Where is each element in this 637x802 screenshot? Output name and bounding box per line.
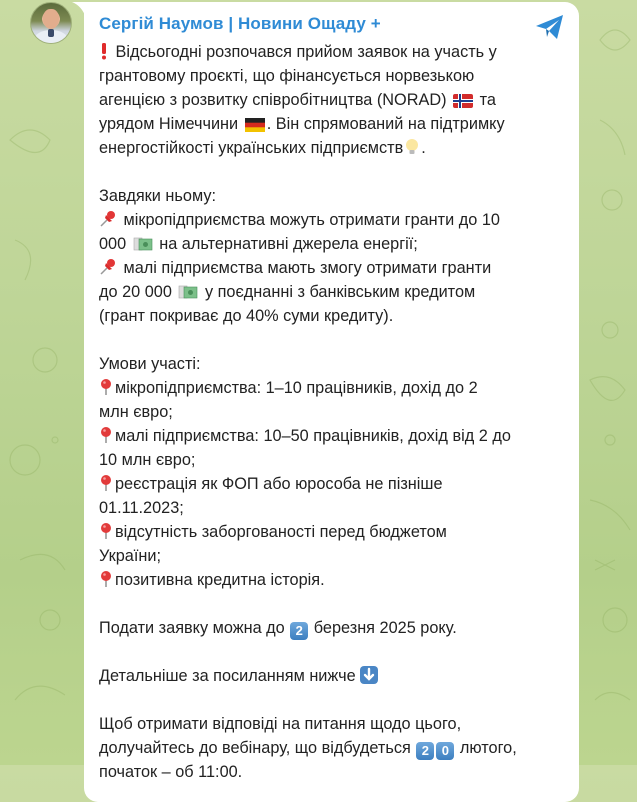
- avatar-face: [43, 9, 59, 29]
- channel-name[interactable]: Сергій Наумов | Новини Ощаду +: [99, 14, 381, 33]
- germany-flag-icon: [245, 118, 265, 132]
- intro-line-4b: . Він спрямований на підтримку: [266, 115, 505, 133]
- condition-1-line-1: мікропідприємства: 1–10 працівників, дохід до 2: [115, 379, 478, 397]
- keycap-2-icon: 2: [416, 742, 434, 760]
- channel-avatar[interactable]: [30, 2, 72, 44]
- condition-1-line-2: млн євро;: [99, 403, 173, 421]
- benefit-1-line-2a: 000: [99, 235, 127, 253]
- intro-line-4: урядом Німеччини: [99, 115, 239, 133]
- condition-4-line-1: відсутність заборгованості перед бюджетом: [115, 523, 447, 541]
- deadline-text-b: березня 2025 року.: [313, 619, 457, 637]
- condition-4-line-2: України;: [99, 547, 161, 565]
- condition-3-line-2: 01.11.2023;: [99, 499, 184, 517]
- intro-line-1: Відсьогодні розпочався прийом заявок на участь у: [115, 43, 497, 61]
- round-pushpin-icon: [99, 474, 113, 492]
- condition-3-line-1: реєстрація як ФОП або юрособа не пізніше: [115, 475, 443, 493]
- deadline-text-a: Подати заявку можна до: [99, 619, 285, 637]
- conditions-heading: Умови участі:: [99, 355, 201, 373]
- benefit-2-line-3: (грант покриває до 40% суми кредиту).: [99, 307, 394, 325]
- keycap-2-icon: 2: [290, 622, 308, 640]
- benefit-1-line-2b: на альтернативні джерела енергії;: [159, 235, 418, 253]
- pushpin-icon: [99, 210, 117, 228]
- intro-line-2: грантовому проєкті, що фінансується норвезькою: [99, 67, 475, 85]
- down-arrow-button-icon: [360, 666, 378, 684]
- condition-5-line-1: позитивна кредитна історія.: [115, 571, 325, 589]
- telegram-share-icon[interactable]: [535, 14, 565, 40]
- benefits-heading: Завдяки ньому:: [99, 187, 216, 205]
- norway-flag-icon: [453, 94, 473, 108]
- round-pushpin-icon: [99, 426, 113, 444]
- condition-2-line-2: 10 млн євро;: [99, 451, 196, 469]
- round-pushpin-icon: [99, 522, 113, 540]
- intro-line-5: енергостійкості українських підприємств: [99, 139, 404, 157]
- benefit-2-line-2a: до 20 000: [99, 283, 172, 301]
- benefit-1-line-1: мікропідприємства можуть отримати гранти до 10: [123, 211, 500, 229]
- benefit-2-line-1: малі підприємства мають змогу отримати гранти: [123, 259, 492, 277]
- red-exclamation-icon: [99, 42, 109, 60]
- details-text: Детальніше за посиланням нижче: [99, 667, 356, 685]
- webinar-line-2b: лютого,: [459, 739, 517, 757]
- benefit-2-line-2b: у поєднанні з банківським кредитом: [204, 283, 476, 301]
- intro-line-3: агенцією з розвитку співробітництва (NORAD): [99, 91, 447, 109]
- banknote-icon: [133, 236, 153, 252]
- banknote-icon: [178, 284, 198, 300]
- pushpin-icon: [99, 258, 117, 276]
- avatar-collar: [48, 29, 54, 37]
- message-bubble: [84, 2, 579, 802]
- round-pushpin-icon: [99, 378, 113, 396]
- condition-2-line-1: малі підприємства: 10–50 працівників, дохід від 2 до: [115, 427, 511, 445]
- light-bulb-icon: [405, 138, 419, 156]
- intro-line-3b: та: [479, 91, 496, 109]
- webinar-line-2a: долучайтесь до вебінару, що відбудеться: [99, 739, 411, 757]
- webinar-line-3: початок – об 11:00.: [99, 763, 243, 781]
- round-pushpin-icon: [99, 570, 113, 588]
- message-text: [99, 40, 565, 784]
- intro-line-5b: .: [421, 139, 426, 157]
- webinar-line-1: Щоб отримати відповіді на питання щодо цього,: [99, 715, 462, 733]
- keycap-0-icon: 0: [436, 742, 454, 760]
